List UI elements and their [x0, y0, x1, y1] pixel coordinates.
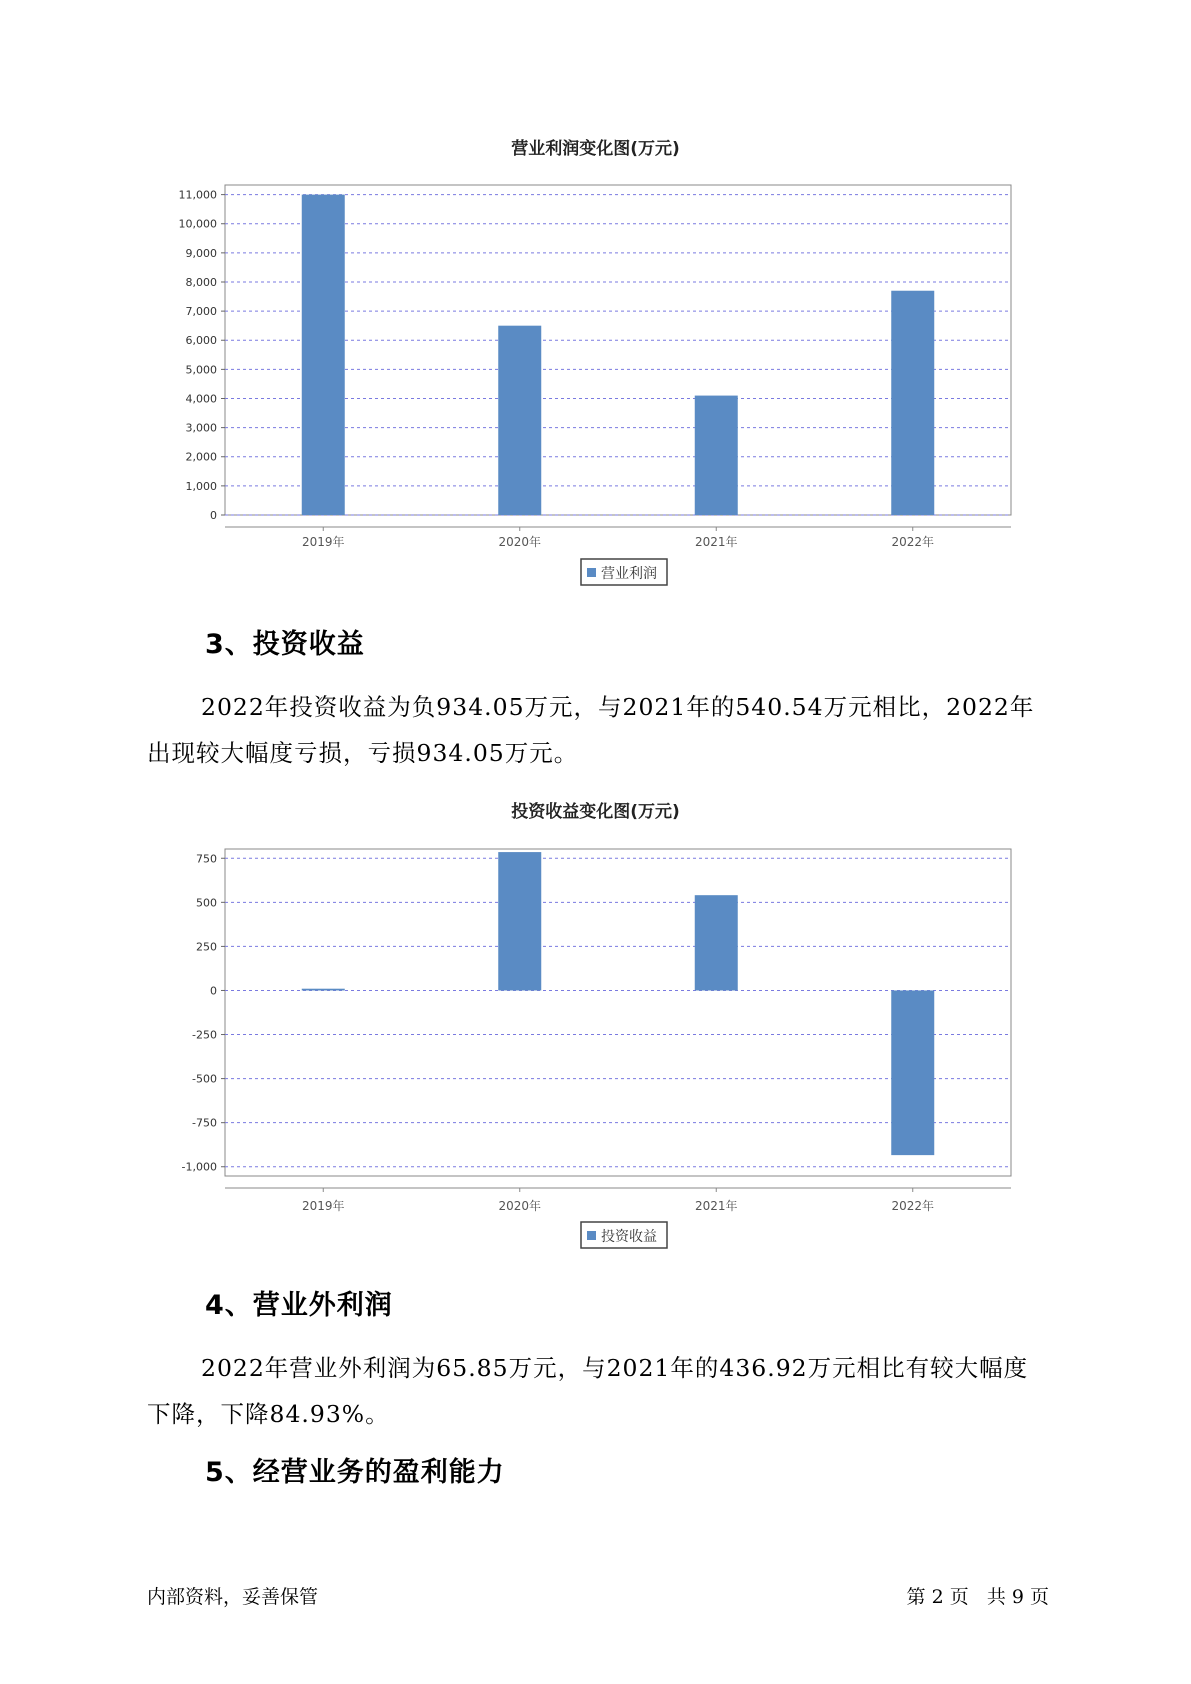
- x-tick-label: 2022年: [891, 1199, 935, 1213]
- legend-label: 营业利润: [601, 566, 657, 582]
- x-tick-label: 2021年: [694, 1199, 738, 1213]
- y-tick-label: 9,000: [185, 246, 217, 260]
- bar: [695, 396, 738, 515]
- y-tick-label: 10,000: [178, 217, 217, 231]
- y-tick-label: 2,000: [185, 450, 217, 464]
- chart-title: 投资收益变化图(万元): [511, 802, 680, 822]
- bar: [891, 291, 934, 515]
- paragraph-investment: 2022年投资收益为负934.05万元，与2021年的540.54万元相比，2022年出现较大幅度亏损，亏损934.05万元。: [147, 693, 1035, 767]
- bar: [695, 895, 738, 990]
- bar: [498, 852, 541, 990]
- bar: [498, 326, 541, 515]
- x-tick-label: 2020年: [498, 1199, 542, 1213]
- y-tick-label: 4,000: [185, 392, 217, 406]
- y-tick-label: 5,000: [185, 363, 217, 377]
- y-tick-label: -750: [192, 1116, 217, 1130]
- y-tick-label: 3,000: [185, 421, 217, 435]
- y-tick-label: 8,000: [185, 275, 217, 289]
- section-heading-non-operating: 4、营业外利润: [205, 1290, 393, 1321]
- section-heading-investment: 3、投资收益: [205, 629, 365, 660]
- footer-page-number: 第 2 页 共 9 页: [906, 1586, 1049, 1608]
- y-tick-label: -500: [192, 1072, 217, 1086]
- y-tick-label: 7,000: [185, 305, 217, 319]
- y-tick-label: 11,000: [178, 188, 217, 202]
- chart-title: 营业利润变化图(万元): [511, 139, 680, 159]
- y-tick-label: 500: [196, 896, 217, 910]
- y-tick-label: 250: [196, 940, 217, 954]
- paragraph-non-operating: 2022年营业外利润为65.85万元，与2021年的436.92万元相比有较大幅度下降，下降84.93%。: [147, 1354, 1029, 1428]
- bar: [302, 195, 345, 515]
- y-tick-label: 6,000: [185, 334, 217, 348]
- x-tick-label: 2019年: [301, 1199, 345, 1213]
- operating-profit-chart: [0, 170, 1191, 590]
- y-tick-label: 0: [210, 984, 217, 998]
- legend-label: 投资收益: [601, 1229, 657, 1245]
- section-heading-profitability: 5、经营业务的盈利能力: [205, 1457, 505, 1488]
- x-tick-label: 2019年: [301, 535, 345, 549]
- x-tick-label: 2020年: [498, 535, 542, 549]
- y-tick-label: -1,000: [181, 1160, 217, 1174]
- bar: [302, 989, 345, 991]
- legend-swatch: [587, 568, 596, 577]
- y-tick-label: 0: [210, 509, 217, 522]
- investment-income-chart: [0, 838, 1191, 1258]
- bar: [891, 990, 934, 1155]
- x-tick-label: 2021年: [694, 535, 738, 549]
- legend-swatch: [587, 1231, 596, 1240]
- y-tick-label: -250: [192, 1028, 217, 1042]
- x-tick-label: 2022年: [891, 535, 935, 549]
- y-tick-label: 1,000: [185, 479, 217, 493]
- footer-confidential-note: 内部资料，妥善保管: [147, 1586, 319, 1608]
- y-tick-label: 750: [196, 852, 217, 866]
